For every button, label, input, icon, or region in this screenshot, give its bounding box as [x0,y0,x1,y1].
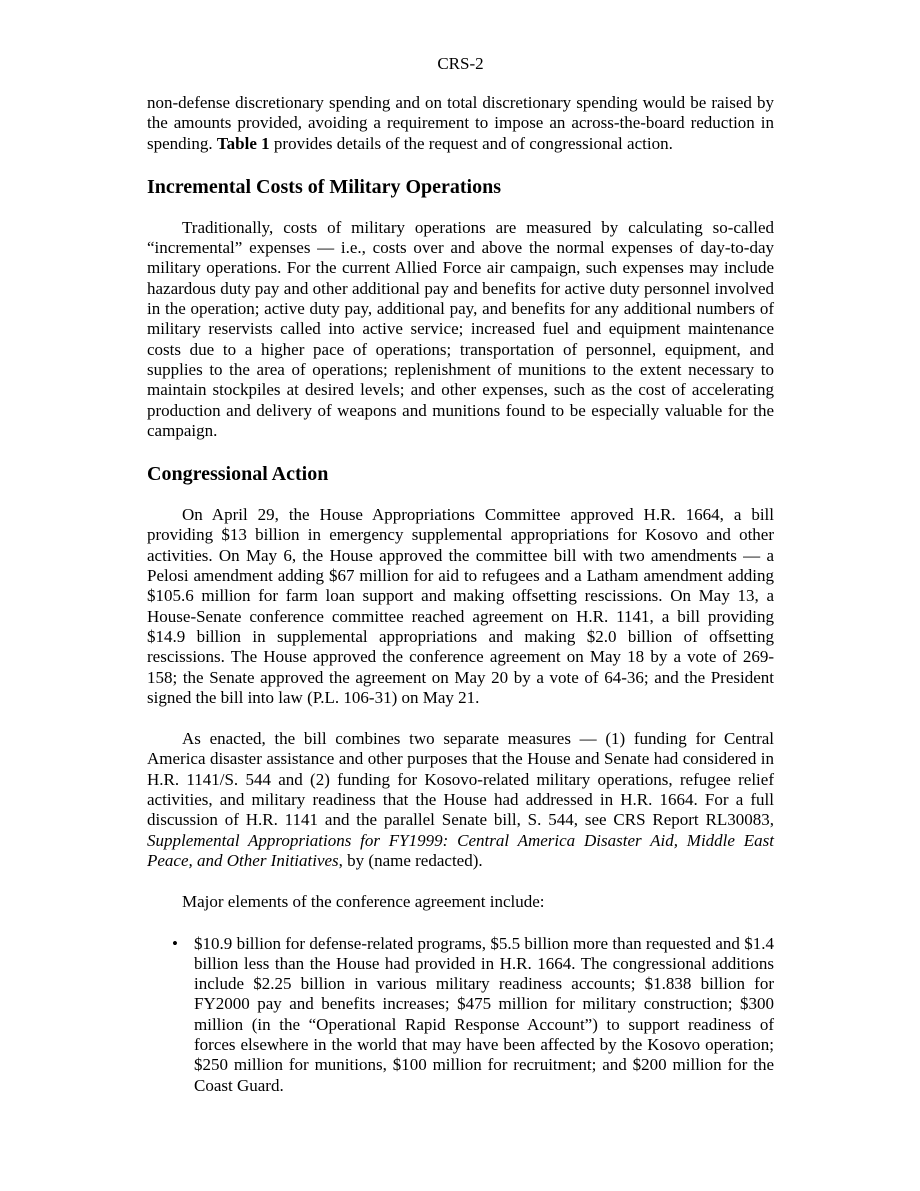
conference-elements-list [147,934,774,1096]
congressional-action-paragraph-3: Major elements of the conference agreement include: [182,892,545,912]
intro-text-end: provides details of the request and of congressional action. [269,133,673,153]
incremental-costs-paragraph: Traditionally, costs of military operations are measured by calculating so-called “incremental” expenses — i.e., costs over and above the normal expenses of day-to-day military operations. For the current Allied Force air campaign, such expenses may include hazardous duty pay and other additional pay and benefits for active duty personnel involved in the operation; active duty pay, additional pay, and benefits for any additional numbers of military reservists called into active service; increased fuel and equipment maintenance costs due to a higher pace of operations; transportation of personnel, equipment, and supplies to the area of operations; replenishment of munitions to the extent necessary to maintain stockpiles at desired levels; and other expenses, such as the cost of accelerating production and delivery of weapons and munitions found to be especially valuable for the campaign. [147,217,774,440]
paragraph-2-text: As enacted, the bill combines two separate measures — (1) funding for Central America disaster assistance and other purposes that the House and Senate had considered in H.R. 1141/S. 544 and (2) funding for Kosovo-related military operations, refugee relief activities, and military readiness that the House had addressed in H.R. 1664. For a full discussion of H.R. 1141 and the parallel Senate bill, S. 544, see CRS Report RL30083, [147,729,774,830]
table-reference: Table 1 [216,133,270,153]
page-number: CRS-2 [437,54,484,73]
intro-paragraph [147,93,774,154]
bullet-icon: • [172,933,178,953]
list-item [147,934,774,1096]
congressional-action-paragraph-1: On April 29, the House Appropriations Committee approved H.R. 1664, a bill providing $13 billion in emergency supplemental appropriations for Kosovo and other activities. On May 6, the House approved the committee bill with two amendments — a Pelosi amendment adding $67 million for aid to refugees and a Latham amendment adding $105.6 million for farm loan support and making offsetting rescissions. On May 13, a House-Senate conference committee reached agreement on H.R. 1141, a bill providing $14.9 billion in supplemental appropriations and making $2.0 billion of offsetting rescissions. The House approved the conference agreement on May 18 by a vote of 269-158; the Senate approved the agreement on May 20 by a vote of 64-36; and the President signed the bill into law (P.L. 106-31) on May 21. [147,505,774,707]
report-title: Supplemental Appropriations for FY1999: Central America Disaster Aid, Middle East Peace, and Other Initiatives [147,830,774,870]
list-item-text: $10.9 billion for defense-related programs, $5.5 billion more than requested and $1.4 billion less than the House had provided in H.R. 1664. The congressional additions include $2.25 billion in various military readiness accounts; $1.838 billion for FY2000 pay and benefits increases; $475 million for military construction; $300 million (in the “Operational Rapid Response Account”) to support readiness of forces elsewhere in the world that may have been affected by the Kosovo operation; $250 million for munitions, $100 million for recruitment; and $200 million for the Coast Guard. [194,933,774,1095]
paragraph-2-text-end: , by (name redacted). [338,850,483,870]
document-page [147,54,774,1096]
intro-text: non-defense discretionary spending and on total discretionary spending would be raised by the amounts provided, avoiding a requirement to impose an across-the-board reduction in spending. [147,93,774,153]
congressional-action-paragraph-2 [147,729,774,871]
section-heading-incremental-costs: Incremental Costs of Military Operations [147,175,502,198]
section-heading-congressional-action: Congressional Action [147,463,329,486]
